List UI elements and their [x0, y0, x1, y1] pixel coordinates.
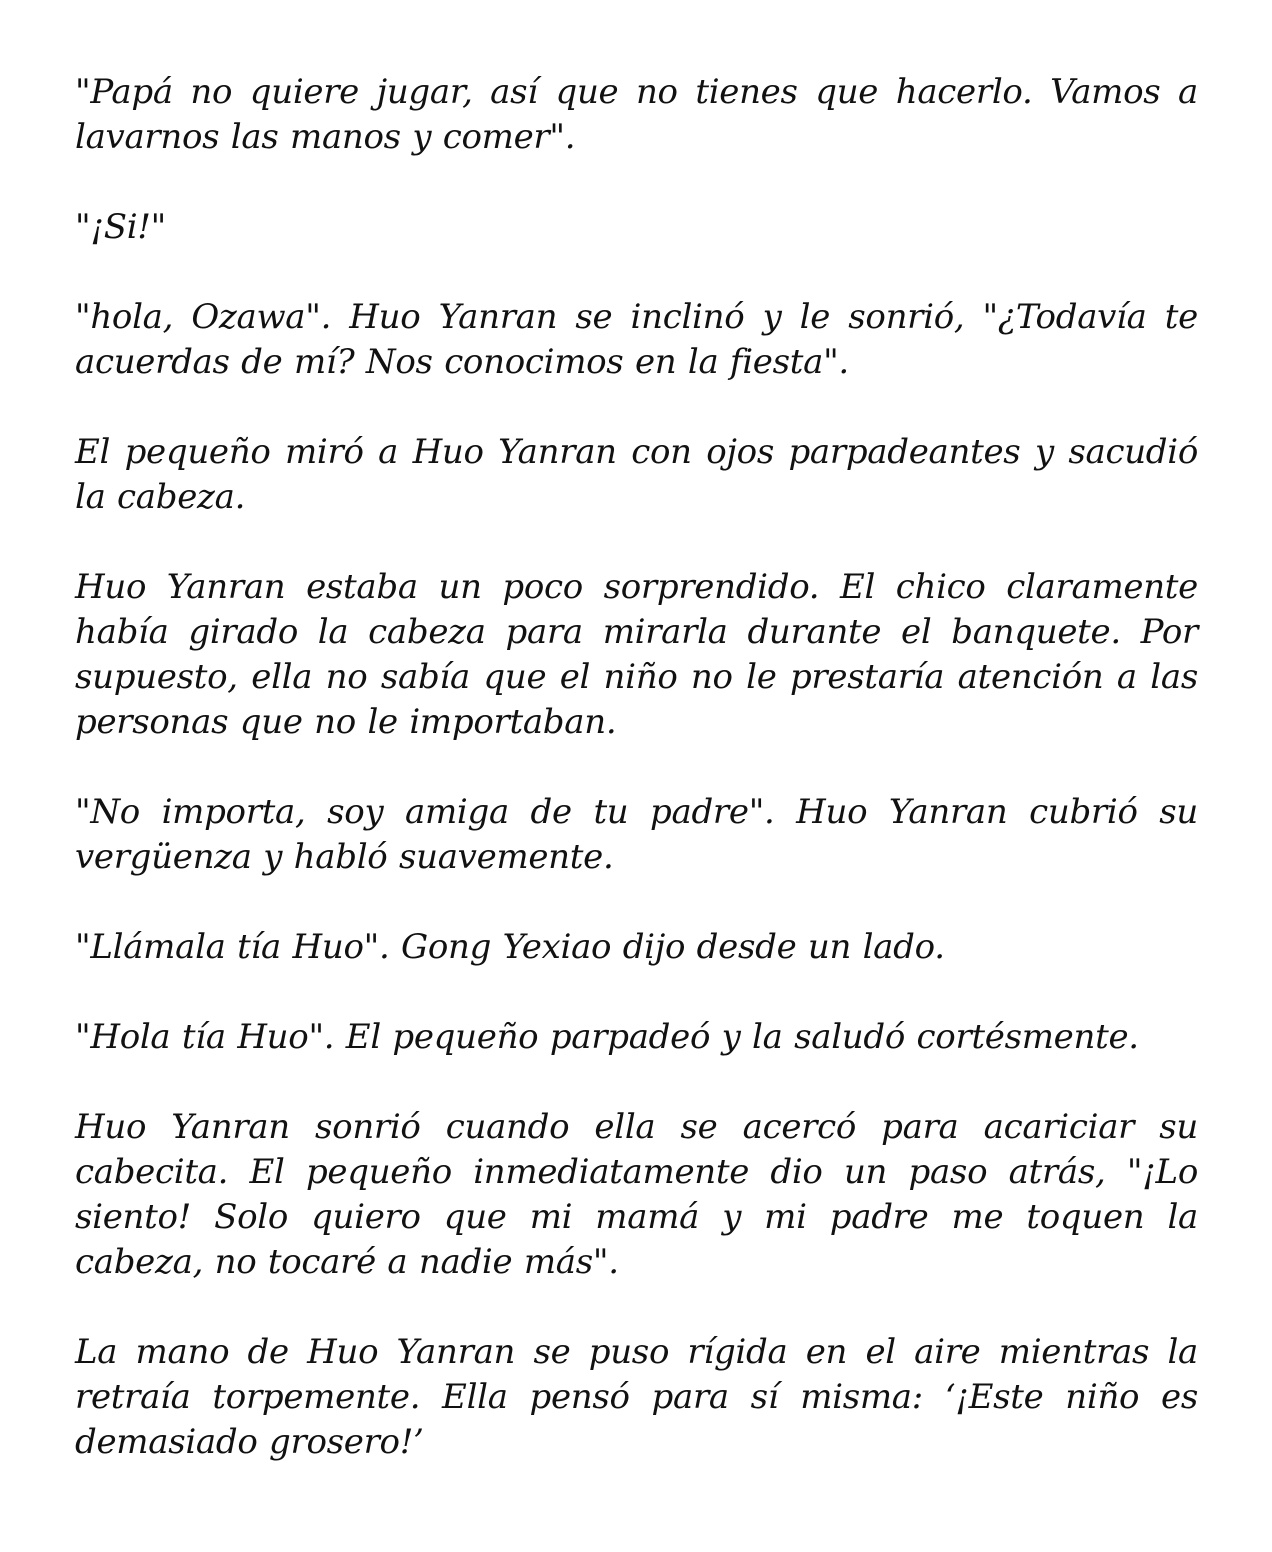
paragraph-9: Huo Yanran sonrió cuando ella se acercó para acariciar su cabecita. El pequeño inmediatamente dio un paso atrás, "¡Lo siento! Solo quiero que mi mamá y mi padre me toquen la cabeza, no tocaré a nadie más".: [75, 1107, 1198, 1282]
paragraph-7: "Llámala tía Huo". Gong Yexiao dijo desde un lado.: [75, 927, 945, 967]
paragraph-3: "hola, Ozawa". Huo Yanran se inclinó y le sonrió, "¿Todavía te acuerdas de mí? Nos conocimos en la fiesta".: [75, 297, 1198, 382]
paragraph-6: "No importa, soy amiga de tu padre". Huo Yanran cubrió su vergüenza y habló suavemente.: [75, 792, 1198, 877]
paragraph-5: Huo Yanran estaba un poco sorprendido. El chico claramente había girado la cabeza para mirarla durante el banquete. Por supuesto, ella no sabía que el niño no le prestaría atención a las personas que no le importaban.: [75, 567, 1198, 742]
paragraph-4: El pequeño miró a Huo Yanran con ojos parpadeantes y sacudió la cabeza.: [75, 432, 1198, 517]
paragraph-10: La mano de Huo Yanran se puso rígida en el aire mientras la retraía torpemente. Ella pensó para sí misma: ‘¡Este niño es demasiado grosero!’: [75, 1332, 1198, 1462]
paragraph-1: "Papá no quiere jugar, así que no tienes que hacerlo. Vamos a lavarnos las manos y comer".: [75, 72, 1198, 157]
paragraph-8: "Hola tía Huo". El pequeño parpadeó y la saludó cortésmente.: [75, 1017, 1139, 1057]
paragraph-2: "¡Si!": [75, 207, 166, 247]
